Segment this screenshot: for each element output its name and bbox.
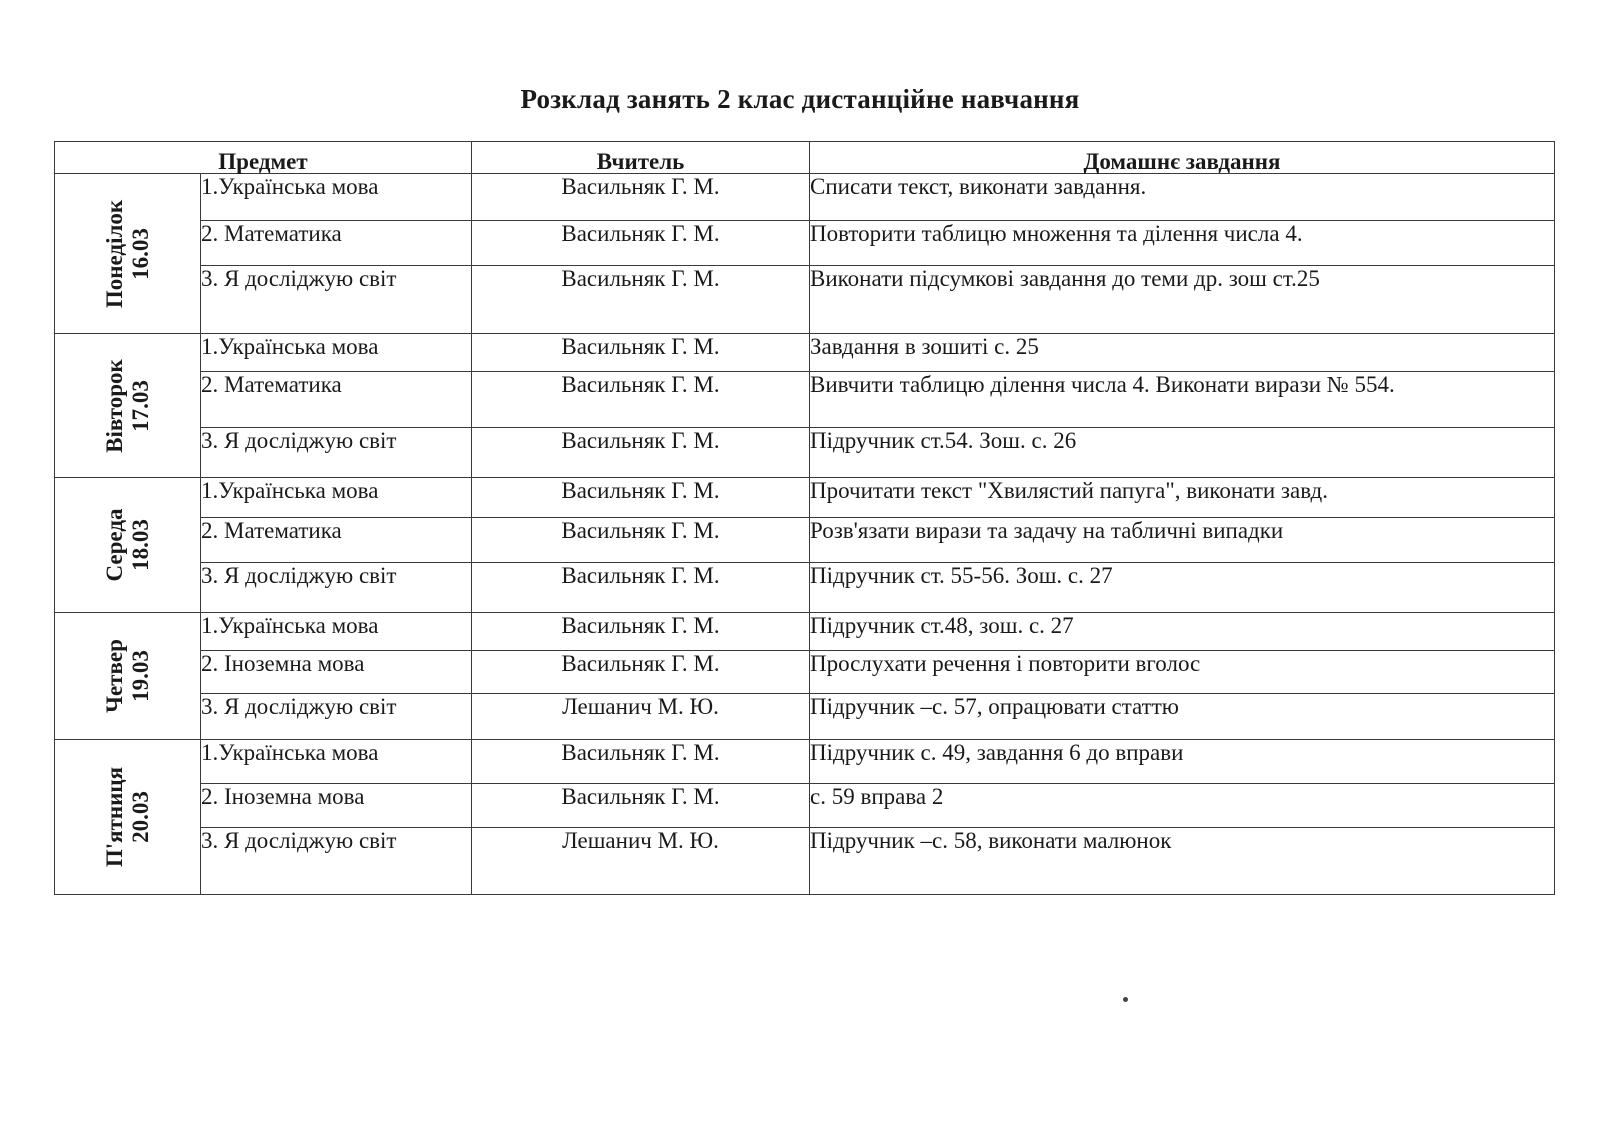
teacher-cell: Васильняк Г. М.	[472, 518, 810, 563]
header-subject: Предмет	[55, 142, 472, 174]
day-name: Четвер	[101, 639, 127, 713]
table-row	[55, 221, 1555, 266]
subject-cell: 2. Іноземна мова	[201, 651, 472, 694]
homework-cell: Розв'язати вирази та задачу на табличні випадки	[810, 518, 1555, 563]
day-date: 19.03	[127, 650, 153, 702]
subject-cell: 3. Я досліджую світ	[201, 694, 472, 740]
homework-cell: Підручник ст.54. Зош. с. 26	[810, 428, 1555, 478]
subject-cell: 2. Математика	[201, 221, 472, 266]
homework-cell: Підручник ст.48, зош. с. 27	[810, 613, 1555, 651]
page-title: Розклад занять 2 клас дистанційне навчання	[520, 84, 1080, 114]
table-row	[55, 266, 1555, 334]
header-homework: Домашнє завдання	[810, 142, 1555, 174]
homework-cell: Вивчити таблицю ділення числа 4. Виконати вирази № 554.	[810, 372, 1555, 428]
day-cell-thursday	[55, 613, 201, 740]
day-cell-wednesday	[55, 478, 201, 613]
subject-cell: 3. Я досліджую світ	[201, 828, 472, 895]
homework-cell: Повторити таблицю множення та ділення числа 4.	[810, 221, 1555, 266]
subject-cell: 3. Я досліджую світ	[201, 563, 472, 613]
homework-cell: Підручник с. 49, завдання 6 до вправи	[810, 740, 1555, 784]
subject-cell: 3. Я досліджую світ	[201, 266, 472, 334]
teacher-cell: Васильняк Г. М.	[472, 334, 810, 372]
homework-cell: с. 59 вправа 2	[810, 784, 1555, 828]
table-row	[55, 478, 1555, 518]
teacher-cell: Васильняк Г. М.	[472, 740, 810, 784]
day-name: Понеділок	[101, 199, 127, 308]
homework-cell: Підручник –с. 57, опрацювати статтю	[810, 694, 1555, 740]
homework-cell: Підручник –с. 58, виконати малюнок	[810, 828, 1555, 895]
homework-cell: Підручник ст. 55-56. Зош. с. 27	[810, 563, 1555, 613]
day-date: 16.03	[127, 227, 153, 280]
teacher-cell: Васильняк Г. М.	[472, 266, 810, 334]
subject-cell: 3. Я досліджую світ	[201, 428, 472, 478]
table-row	[55, 613, 1555, 651]
schedule-table	[54, 141, 1555, 895]
day-cell-tuesday	[55, 334, 201, 478]
homework-cell: Завдання в зошиті с. 25	[810, 334, 1555, 372]
teacher-cell: Васильняк Г. М.	[472, 613, 810, 651]
table-row	[55, 372, 1555, 428]
day-date: 18.03	[127, 519, 153, 571]
subject-cell: 1.Українська мова	[201, 334, 472, 372]
teacher-cell: Васильняк Г. М.	[472, 478, 810, 518]
day-cell-friday	[55, 740, 201, 895]
table-row	[55, 174, 1555, 221]
teacher-cell: Васильняк Г. М.	[472, 174, 810, 221]
homework-cell: Прослухати речення і повторити вголос	[810, 651, 1555, 694]
teacher-cell: Васильняк Г. М.	[472, 372, 810, 428]
teacher-cell: Васильняк Г. М.	[472, 563, 810, 613]
teacher-cell: Васильняк Г. М.	[472, 651, 810, 694]
header-row	[55, 142, 1555, 174]
teacher-cell: Васильняк Г. М.	[472, 221, 810, 266]
scan-speck	[1123, 997, 1128, 1002]
teacher-cell: Лешанич М. Ю.	[472, 694, 810, 740]
table-row	[55, 740, 1555, 784]
table-row	[55, 694, 1555, 740]
subject-cell: 2. Математика	[201, 372, 472, 428]
table-row	[55, 428, 1555, 478]
day-name: П'ятниця	[101, 766, 127, 868]
table-row	[55, 651, 1555, 694]
day-cell-monday	[55, 174, 201, 334]
homework-cell: Прочитати текст "Хвилястий папуга", виконати завд.	[810, 478, 1555, 518]
header-teacher: Вчитель	[472, 142, 810, 174]
table-row	[55, 518, 1555, 563]
table-row	[55, 334, 1555, 372]
teacher-cell: Васильняк Г. М.	[472, 428, 810, 478]
table-row	[55, 828, 1555, 895]
subject-cell: 1.Українська мова	[201, 613, 472, 651]
homework-cell: Виконати підсумкові завдання до теми др. зош ст.25	[810, 266, 1555, 334]
subject-cell: 1.Українська мова	[201, 740, 472, 784]
subject-cell: 1.Українська мова	[201, 174, 472, 221]
table-row	[55, 784, 1555, 828]
teacher-cell: Васильняк Г. М.	[472, 784, 810, 828]
day-date: 17.03	[127, 379, 153, 432]
homework-cell: Списати текст, виконати завдання.	[810, 174, 1555, 221]
table-row	[55, 563, 1555, 613]
day-name: Середа	[101, 508, 127, 582]
day-date: 20.03	[127, 791, 153, 843]
subject-cell: 1.Українська мова	[201, 478, 472, 518]
subject-cell: 2. Іноземна мова	[201, 784, 472, 828]
day-name: Вівторок	[101, 358, 127, 453]
subject-cell: 2. Математика	[201, 518, 472, 563]
teacher-cell: Лешанич М. Ю.	[472, 828, 810, 895]
